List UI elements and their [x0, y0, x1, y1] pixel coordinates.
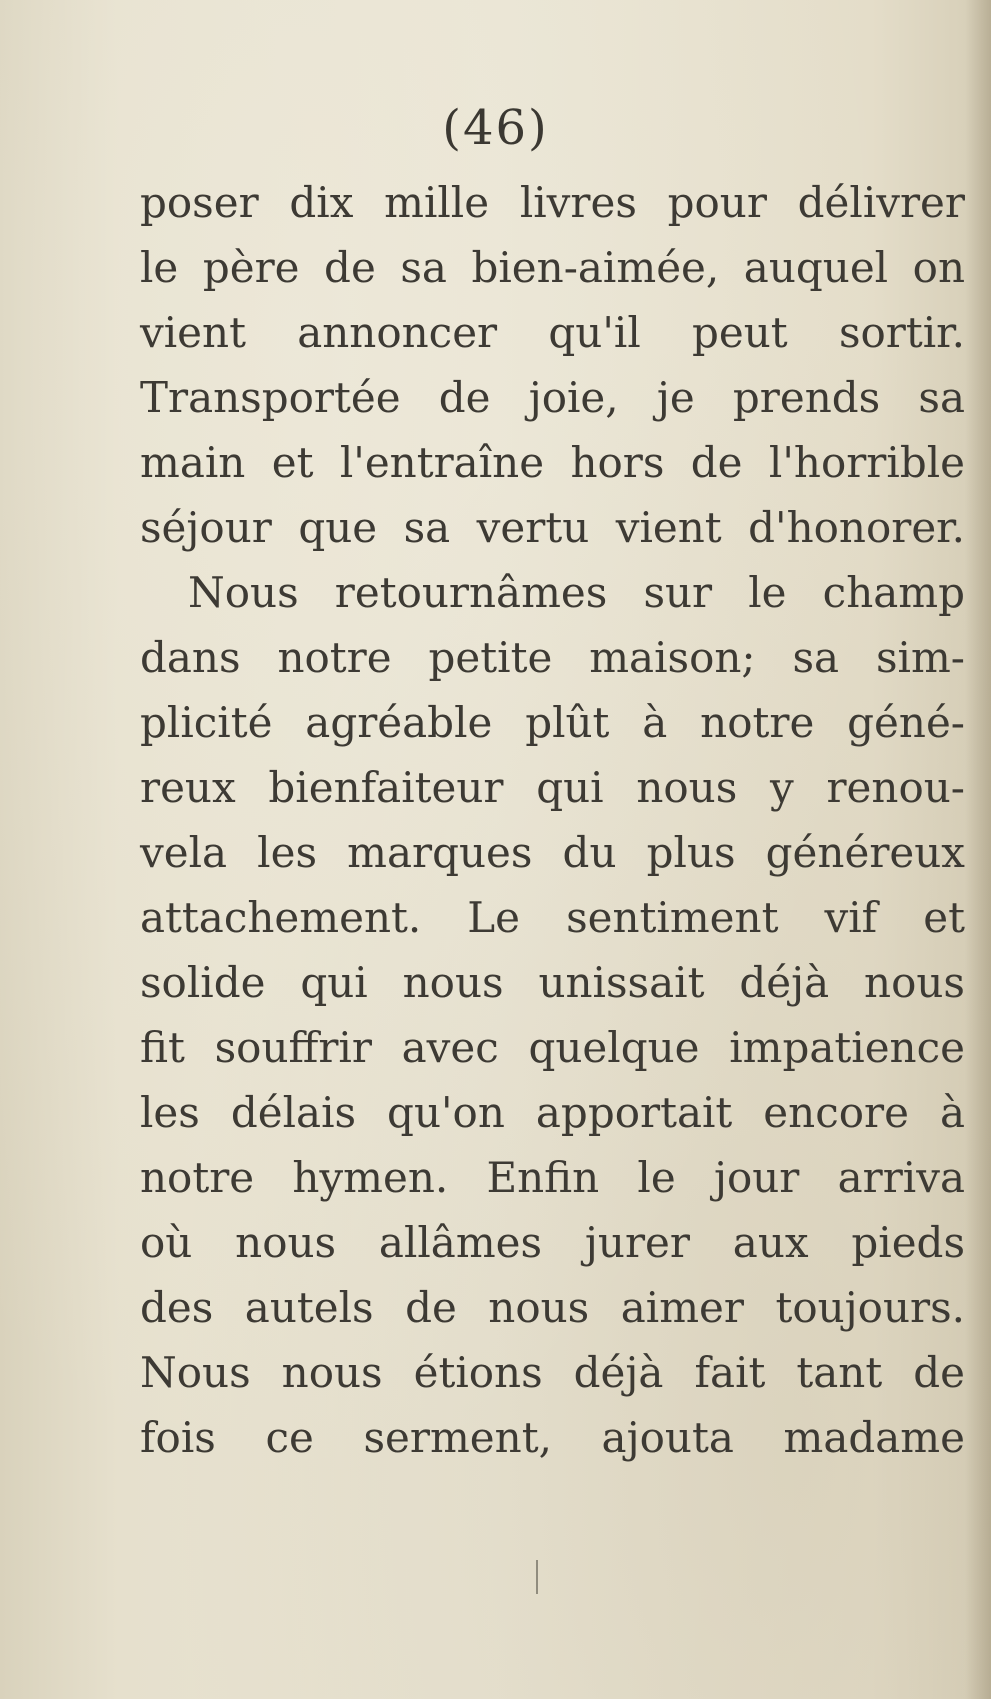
- text-line: main et l'entraîne hors de l'horrible: [140, 438, 965, 487]
- text-line: Nous nous étions déjà fait tant de: [140, 1348, 965, 1397]
- text-line: le père de sa bien-aimée, auquel on: [140, 243, 965, 292]
- text-line: les délais qu'on apportait encore à: [140, 1088, 965, 1137]
- text-line: solide qui nous unissait déjà nous: [140, 958, 965, 1007]
- text-line: notre hymen. Enfin le jour arriva: [140, 1153, 965, 1202]
- text-line: attachement. Le sentiment vif et: [140, 893, 965, 942]
- text-line: fois ce serment, ajouta madame: [140, 1413, 965, 1462]
- page-number: (46): [442, 100, 549, 156]
- ink-mark: [536, 1560, 538, 1594]
- text-line: vient annoncer qu'il peut sortir.: [140, 308, 965, 357]
- text-line: fit souffrir avec quelque impatience: [140, 1023, 965, 1072]
- text-line: vela les marques du plus généreux: [140, 828, 965, 877]
- text-line: séjour que sa vertu vient d'honorer.: [140, 503, 965, 552]
- text-line: Nous retournâmes sur le champ: [188, 568, 965, 617]
- page-edge-shadow: [965, 0, 991, 1699]
- text-line: poser dix mille livres pour délivrer: [140, 178, 965, 227]
- text-line: plicité agréable plût à notre géné-: [140, 698, 965, 747]
- body-text: [140, 170, 965, 1470]
- text-line: dans notre petite maison; sa sim-: [140, 633, 965, 682]
- text-line: où nous allâmes jurer aux pieds: [140, 1218, 965, 1267]
- text-line: Transportée de joie, je prends sa: [140, 373, 965, 422]
- text-line: reux bienfaiteur qui nous y renou-: [140, 763, 965, 812]
- text-line: des autels de nous aimer toujours.: [140, 1283, 965, 1332]
